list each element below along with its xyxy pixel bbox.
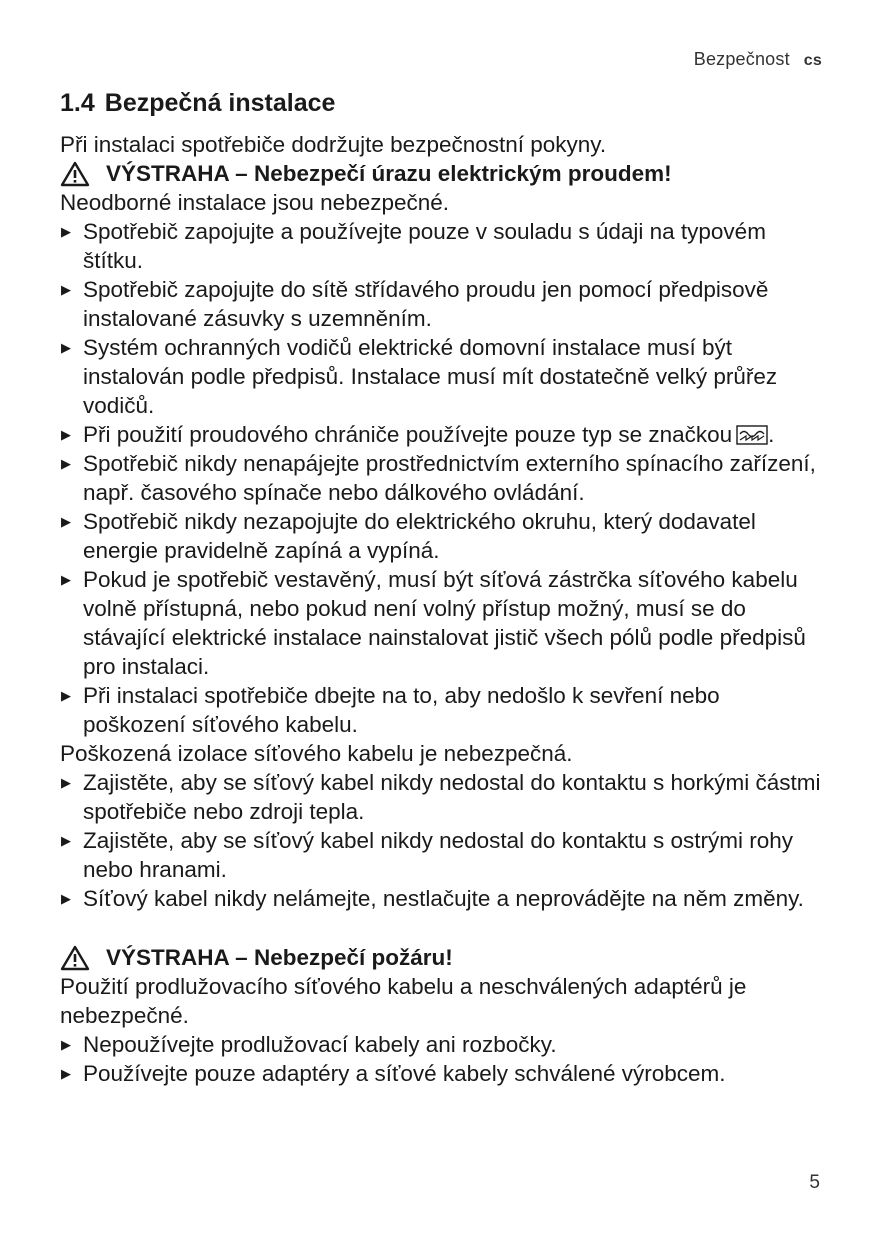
- right-triangle-bullet-icon: ▶: [61, 891, 71, 906]
- warning-title: VÝSTRAHA – Nebezpečí požáru!: [106, 945, 453, 970]
- page-content: [60, 86, 825, 1118]
- right-triangle-bullet-icon: ▶: [61, 282, 71, 297]
- right-triangle-bullet-icon: ▶: [61, 456, 71, 471]
- warning-heading: [60, 943, 825, 972]
- section-intro: Při instalaci spotřebiče dodržujte bezpečnostní pokyny.: [60, 132, 607, 157]
- warning-bullet-list: [60, 1030, 825, 1088]
- list-item: ▶ Síťový kabel nikdy nelámejte, nestlačujte a neprovádějte na něm změny.: [61, 886, 804, 911]
- page-number: 5: [809, 1172, 820, 1193]
- header-section-title: Bezpečnost: [693, 49, 790, 69]
- right-triangle-bullet-icon: ▶: [61, 775, 71, 790]
- right-triangle-bullet-icon: ▶: [61, 514, 71, 529]
- cable-bullet-list: [60, 768, 825, 913]
- right-triangle-bullet-icon: ▶: [61, 572, 71, 587]
- right-triangle-bullet-icon: ▶: [61, 1066, 71, 1081]
- warning-title: VÝSTRAHA – Nebezpečí úrazu elektrickým proudem!: [106, 161, 672, 186]
- running-header: [694, 49, 822, 70]
- right-triangle-bullet-icon: ▶: [61, 688, 71, 703]
- list-item: ▶ Nepoužívejte prodlužovací kabely ani rozbočky.: [61, 1032, 557, 1057]
- section-heading: [60, 86, 825, 120]
- right-triangle-bullet-icon: ▶: [61, 833, 71, 848]
- list-item: ▶ Pokud je spotřebič vestavěný, musí být síťová zástrčka síťového kabelu volně přístupná, nebo pokud není volný přístup možný, musí se do stávající elektrické instalace nainstalovat jistič všech pólů podle předpisů pro instalaci.: [61, 567, 806, 679]
- right-triangle-bullet-icon: ▶: [61, 340, 71, 355]
- list-item: ▶ Při použití proudového chrániče používejte pouze typ se značkou .: [61, 422, 775, 447]
- warning-intro: Neodborné instalace jsou nebezpečné.: [60, 190, 450, 215]
- warning-electric-shock: [60, 159, 825, 913]
- right-triangle-bullet-icon: ▶: [61, 224, 71, 239]
- list-item: ▶ Při instalaci spotřebiče dbejte na to, aby nedošlo k sevření nebo poškození síťového kabelu.: [61, 683, 720, 737]
- warning-intro: Použití prodlužovacího síťového kabelu a neschválených adaptérů je nebezpečné.: [60, 974, 747, 1028]
- section-title: Bezpečná instalace: [104, 89, 336, 117]
- list-item: ▶ Systém ochranných vodičů elektrické domovní instalace musí být instalován podle předpisů. Instalace musí mít dostatečně velký průřez vodičů.: [61, 335, 778, 418]
- warning-fire: [60, 943, 825, 1088]
- list-item: ▶ Zajistěte, aby se síťový kabel nikdy nedostal do kontaktu s ostrými rohy nebo hranami.: [61, 828, 794, 882]
- right-triangle-bullet-icon: ▶: [61, 427, 71, 442]
- language-code: cs: [803, 52, 822, 69]
- list-item: ▶ Spotřebič nikdy nezapojujte do elektrického okruhu, který dodavatel energie pravidelně zapíná a vypíná.: [61, 509, 756, 563]
- warning-heading: [60, 159, 825, 188]
- list-item: ▶ Zajistěte, aby se síťový kabel nikdy nedostal do kontaktu s horkými částmi spotřebiče nebo zdroji tepla.: [61, 770, 821, 824]
- warning-triangle-icon: [60, 945, 90, 971]
- warning-bullet-list: [60, 217, 825, 739]
- list-item: ▶ Spotřebič zapojujte do sítě střídavého proudu jen pomocí předpisově instalované zásuvky s uzemněním.: [61, 277, 769, 331]
- list-item: ▶ Spotřebič zapojujte a používejte pouze v souladu s údaji na typovém štítku.: [61, 219, 766, 273]
- warning-triangle-icon: [60, 161, 90, 187]
- rcd-type-symbol-icon: [736, 425, 768, 445]
- right-triangle-bullet-icon: ▶: [61, 1037, 71, 1052]
- list-item: ▶ Používejte pouze adaptéry a síťové kabely schválené výrobcem.: [61, 1061, 726, 1086]
- section-number: 1.4: [60, 89, 95, 117]
- list-item: ▶ Spotřebič nikdy nenapájejte prostřednictvím externího spínacího zařízení, např. časového spínače nebo dálkového ovládání.: [61, 451, 816, 505]
- warning-intro-cable: Poškozená izolace síťového kabelu je nebezpečná.: [60, 741, 573, 766]
